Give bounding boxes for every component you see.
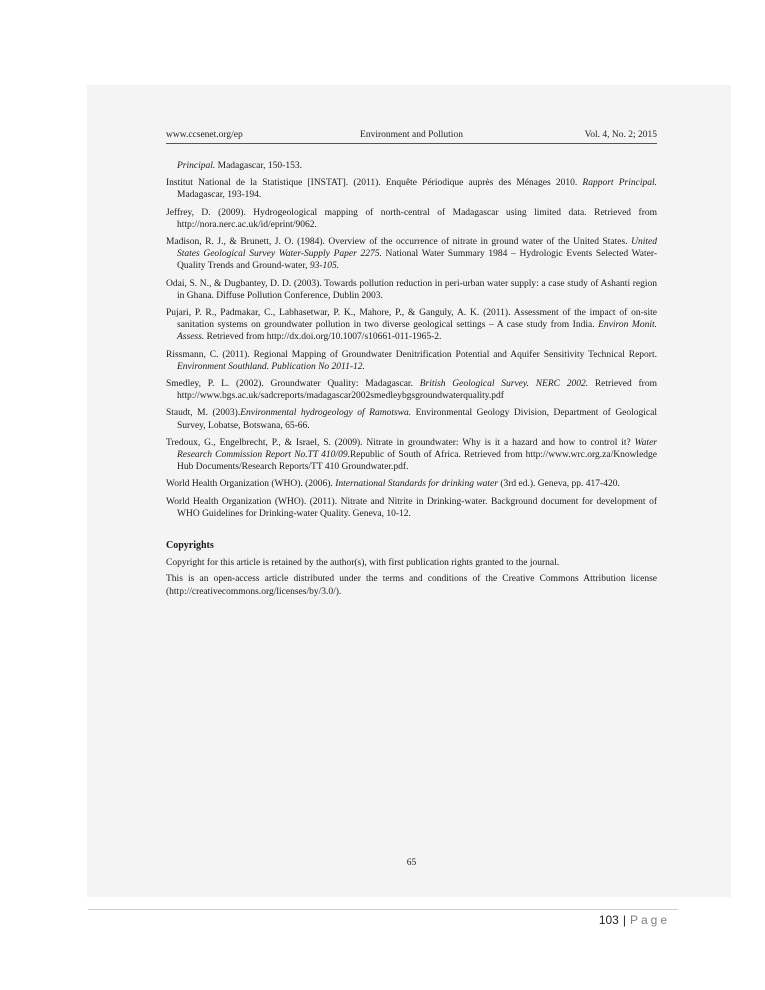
reference-text: Odai, S. N., & Dugbantey, D. D. (2003). Towards pollution reduction in peri-urban water supply: a case study of Ashanti region in Ghana. Diffuse Pollution Conference, Dublin 2003. — [166, 278, 657, 301]
reference-text: Rissmann, C. (2011). Regional Mapping of Groundwater Denitrification Potential and Aquifer Sensitivity Technical Report. — [166, 349, 657, 360]
reference-text: National Water Summary 1984 – Hydrologic Events Selected Water-Quality Trends and Ground-water, — [177, 249, 657, 272]
reference-entry — [166, 496, 657, 520]
reference-list — [166, 160, 657, 520]
reference-text: Tredoux, G., Engelbrecht, P., & Israel, S. (2009). Nitrate in groundwater: Why is it a hazard and how to control it? — [166, 437, 635, 448]
reference-text: Rapport Principal. — [582, 178, 657, 189]
reference-entry — [166, 177, 657, 201]
reference-text: World Health Organization (WHO). (2011). Nitrate and Nitrite in Drinking-water. Background document for development of WHO Guidelines for Drinking-water Quality. Geneva, 10-12. — [166, 496, 657, 519]
reference-text: Principal. — [177, 161, 216, 171]
reference-text: Smedley, P. L. (2002). Groundwater Quality: Madagascar. — [166, 379, 420, 390]
reference-text: Retrieved from http://dx.doi.org/10.1007/s10661-011-1965-2. — [204, 332, 442, 343]
reference-entry — [166, 278, 657, 302]
reference-text: Environment Southland. Publication No 2011-12. — [177, 361, 365, 372]
journal-volume: Vol. 4, No. 2; 2015 — [584, 130, 657, 140]
journal-url: www.ccsenet.org/ep — [166, 130, 243, 140]
reference-entry — [166, 160, 657, 172]
reference-text: Madison, R. J., & Brunett, J. O. (1984). Overview of the occurrence of nitrate in ground water of the United States. — [166, 237, 632, 248]
reference-entry — [166, 437, 657, 474]
footer-page-number: 103 — [598, 913, 619, 927]
reference-entry — [166, 307, 657, 344]
license-paragraph: This is an open-access article distributed under the terms and conditions of the Creative Commons Attribution license (http://creativecommons.org/licenses/by/3.0/). — [166, 574, 657, 597]
reference-entry — [166, 478, 657, 490]
reference-text: Environmental hydrogeology of Ramotswa. — [240, 408, 412, 419]
running-header — [166, 130, 657, 142]
reference-text: Republic of South of Africa. Retrieved from http://www.wrc.org.za/Knowledge Hub Documents/Research Reports/TT 410 Groundwater.pdf. — [177, 450, 657, 473]
reference-text: (3rd ed.). Geneva, pp. 417-420. — [497, 479, 620, 490]
copyrights-heading: Copyrights — [166, 540, 214, 552]
reference-text: Environmental Geology Division, Department of Geological Survey, Lobatse, Botswana, 65-66. — [177, 408, 658, 431]
reference-text: Pujari, P. R., Padmakar, C., Labhasetwar, P. K., Mahore, P., & Ganguly, A. K. (2011). Assessment of the impact of on-site sanitation systems on groundwater pollution in two diverse geological settings – A case study from India. — [166, 308, 657, 331]
header-rule — [166, 143, 657, 144]
reference-text: World Health Organization (WHO). (2006). — [166, 479, 336, 490]
reference-text: Environ Monit. Assess. — [177, 320, 657, 343]
reference-text: Institut National de la Statistique [INSTAT]. (2011). Enquête Périodique auprès des Ménages 2010. — [166, 178, 583, 189]
page-footer — [599, 913, 670, 927]
footer-rule — [88, 909, 678, 910]
reference-entry — [166, 407, 657, 431]
reference-text: United States Geological Survey Water-Supply Paper 2275. — [177, 237, 657, 260]
reference-text: Madagascar, 193-194. — [177, 190, 262, 201]
reference-entry — [166, 349, 657, 373]
reference-text: Madagascar, 150-153. — [215, 161, 302, 171]
reference-entry — [166, 236, 657, 273]
copyright-paragraph: Copyright for this article is retained by the author(s), with first publication rights granted to the journal. — [166, 558, 560, 569]
journal-name: Environment and Pollution — [360, 130, 463, 140]
footer-separator: | — [622, 913, 626, 927]
reference-text: Water Research Commission Report No.TT 410/09. — [177, 437, 657, 461]
reference-text: Retrieved from http://www.bgs.ac.uk/sadcreports/madagascar2002smedleybgsgroundwaterquality.pdf — [177, 379, 657, 402]
reference-text: Staudt, M. (2003). — [166, 408, 241, 419]
reference-entry — [166, 207, 657, 231]
reference-entry — [166, 378, 657, 402]
reference-text: British Geological Survey. NERC 2002. — [419, 379, 589, 390]
article-body — [166, 160, 657, 602]
reference-text: Jeffrey, D. (2009). Hydrogeological mapping of north-central of Madagascar using limited data. Retrieved from http://nora.nerc.ac.uk/id/eprint/9062. — [166, 207, 657, 230]
page-number: 65 — [406, 858, 417, 868]
reference-text: International Standards for drinking water — [335, 479, 498, 490]
reference-text: 93-105. — [309, 261, 340, 272]
footer-page-label: Page — [629, 913, 670, 927]
